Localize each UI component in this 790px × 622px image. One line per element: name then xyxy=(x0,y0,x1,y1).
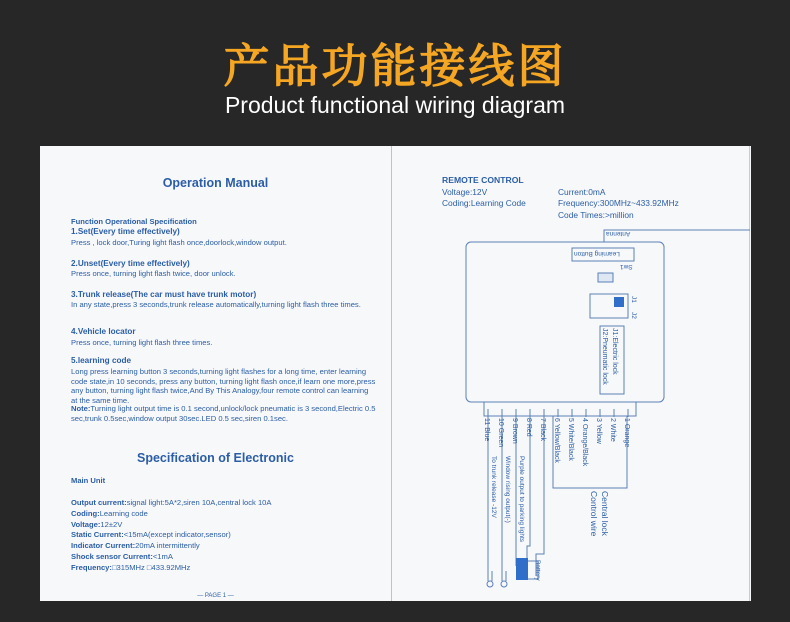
wire-3 xyxy=(595,418,602,444)
wire-2-color: White xyxy=(609,423,616,442)
wire-8-color: Red xyxy=(525,423,532,437)
wire-8 xyxy=(525,418,532,437)
section-4-body: Press once, turning light flash three times. xyxy=(71,338,213,347)
wire-6 xyxy=(553,418,560,463)
page-footer: — PAGE 1 — xyxy=(197,593,234,599)
wire-7-number: 7 xyxy=(539,418,546,422)
spec-value: Learning code xyxy=(99,508,148,518)
wire-4-color: Orange/Black xyxy=(581,423,588,467)
connector-block xyxy=(484,402,636,416)
wire-3-color: Yellow xyxy=(595,423,602,444)
antenna-label: Antenna xyxy=(606,230,631,237)
spec-label: Shock sensor Current: xyxy=(71,551,153,561)
manual-photo xyxy=(40,146,751,601)
wire-10-number: 10 xyxy=(497,418,504,426)
control-unit-box xyxy=(466,242,664,402)
jumper-electric-lock: J1:Electric lock xyxy=(611,328,618,375)
jumper-pneumatic-lock: J2:Pneumatic lock xyxy=(601,328,608,385)
spec-frequency xyxy=(71,563,376,574)
wire-8-number: 8 xyxy=(525,418,532,422)
wire-11 xyxy=(483,418,490,441)
wire-1-number: 1 xyxy=(623,418,630,422)
section-1-heading: 1.Set(Every time effectively) xyxy=(71,227,180,236)
wire-2-number: 2 xyxy=(609,418,616,422)
wire-11-number: 11 xyxy=(483,418,490,426)
wire-2 xyxy=(609,418,616,442)
remote-title: REMOTE CONTROL xyxy=(442,175,524,185)
wiring-diagram-page xyxy=(392,146,750,601)
jumper-switch xyxy=(614,297,624,307)
spec-heading: Function Operational Specification xyxy=(71,217,197,226)
trunk-release-label: To trunk release -12V xyxy=(490,456,497,518)
section-5-body: Long press learning button 3 seconds,turning light flashes for a long time, enter learning code state,in 10 seconds, press any button, turning light flash once,if learn one more,press any button, turning light flash twice,And By This Analogy,four remote control can learning at the same time. xyxy=(71,367,376,405)
manual-title: Operation Manual xyxy=(162,176,269,190)
spec-static-current xyxy=(71,530,376,541)
wire-4-number: 4 xyxy=(581,418,588,422)
spec-indicator-current xyxy=(71,541,376,552)
wire-10 xyxy=(497,418,504,447)
remote-coding: Coding:Learning Code xyxy=(442,198,526,208)
terminal-ring-1 xyxy=(487,581,493,587)
j1-label: J1 xyxy=(630,296,637,303)
spec-label: Static Current: xyxy=(71,530,124,540)
spec-value: 12±2V xyxy=(100,519,123,529)
terminal-ring-2 xyxy=(501,581,507,587)
remote-frequency: Frequency:300MHz~433.92MHz xyxy=(558,198,679,208)
spec-value: <15mA(except indicator,sensor) xyxy=(123,530,231,540)
spec-list xyxy=(71,498,376,574)
spec-value: 20mA intermittently xyxy=(135,541,200,551)
wire-6-number: 6 xyxy=(553,418,560,422)
page-title-english: Product functional wiring diagram xyxy=(224,92,566,118)
wire-4 xyxy=(581,418,588,466)
wire-9-color: Brown xyxy=(511,423,518,444)
section-4-heading: 4.Vehicle locator xyxy=(71,327,136,336)
spec-shock-sensor-current xyxy=(71,552,376,563)
section-3-body: In any state,press 3 seconds,trunk release automatically,turning light flash three times. xyxy=(71,300,361,309)
section-3-heading: 3.Trunk release(The car must have trunk motor) xyxy=(71,290,257,299)
page-title-chinese: 产品功能接线图 xyxy=(223,39,567,93)
spec-value: signal light:5A*2,siren 10A,central lock 10A xyxy=(126,498,272,507)
section-5-heading: 5.learning code xyxy=(71,356,132,365)
battery-label: Battery xyxy=(534,560,541,581)
wire-6-color: Yellow/Black xyxy=(553,423,560,463)
electronic-title: Specification of Electronic xyxy=(137,451,294,465)
control-wire-label: Control wire xyxy=(589,491,599,537)
spec-voltage xyxy=(71,520,376,531)
wire-7 xyxy=(539,418,546,441)
section-1-body: Press , lock door,Turing light flash once,doorlock,window output. xyxy=(71,238,287,247)
spec-label: Voltage: xyxy=(71,519,101,529)
note-block xyxy=(71,404,376,423)
central-lock-label: Central lock xyxy=(600,491,610,536)
section-2-heading: 2.Unset(Every time effectively) xyxy=(71,259,190,268)
wire-1 xyxy=(623,418,630,447)
note-label: Note: xyxy=(71,404,91,413)
section-2-body: Press once, turning light flash twice, door unlock. xyxy=(71,269,236,278)
remote-voltage: Voltage:12V xyxy=(442,187,488,197)
battery-connector xyxy=(516,558,528,580)
spec-label: Output current: xyxy=(71,498,127,507)
wire-5 xyxy=(567,418,574,461)
wire-11-color: Blue xyxy=(483,427,490,442)
note-text: Turning light output time is 0.1 second,unlock/lock pneumatic is 3 second,Electric 0.5 sec,trunk 0.5sec,window output 30sec.LED 0.5 sec,siren 0.1sec. xyxy=(71,404,376,423)
terminal-pins xyxy=(488,571,506,581)
wire-5-color: White/Black xyxy=(567,423,574,461)
remote-current: Current:0mA xyxy=(558,187,606,197)
wire-7-color: Black xyxy=(539,423,546,441)
spec-label: Frequency: xyxy=(71,562,112,572)
main-unit-heading: Main Unit xyxy=(71,476,106,485)
window-output-label: Window rising output(-) xyxy=(504,456,511,523)
spec-output-current xyxy=(71,498,376,509)
wire-9 xyxy=(511,418,518,444)
remote-code-times: Code Times:>million xyxy=(558,210,634,220)
wire-9-number: 9 xyxy=(511,418,518,422)
wiring-diagram xyxy=(392,146,750,601)
spec-coding xyxy=(71,509,376,520)
j2-label: J2 xyxy=(630,312,637,319)
spec-value: □315MHz □433.92MHz xyxy=(111,562,191,572)
operation-manual-page xyxy=(40,146,391,601)
wire-3-number: 3 xyxy=(595,418,602,422)
spec-label: Indicator Current: xyxy=(71,541,136,551)
learning-button-label: Learning Button xyxy=(574,250,620,257)
wire-5-number: 5 xyxy=(567,418,574,422)
sw1-button xyxy=(598,273,613,282)
parking-lights-label: Purple output to parking lights xyxy=(518,456,525,542)
spec-label: Coding: xyxy=(71,508,100,518)
sw1-label: Sw1 xyxy=(620,263,633,270)
wire-10-color: Green xyxy=(497,427,504,448)
wire-1-color: Orange xyxy=(623,423,630,448)
spec-value: <1mA xyxy=(152,551,173,561)
